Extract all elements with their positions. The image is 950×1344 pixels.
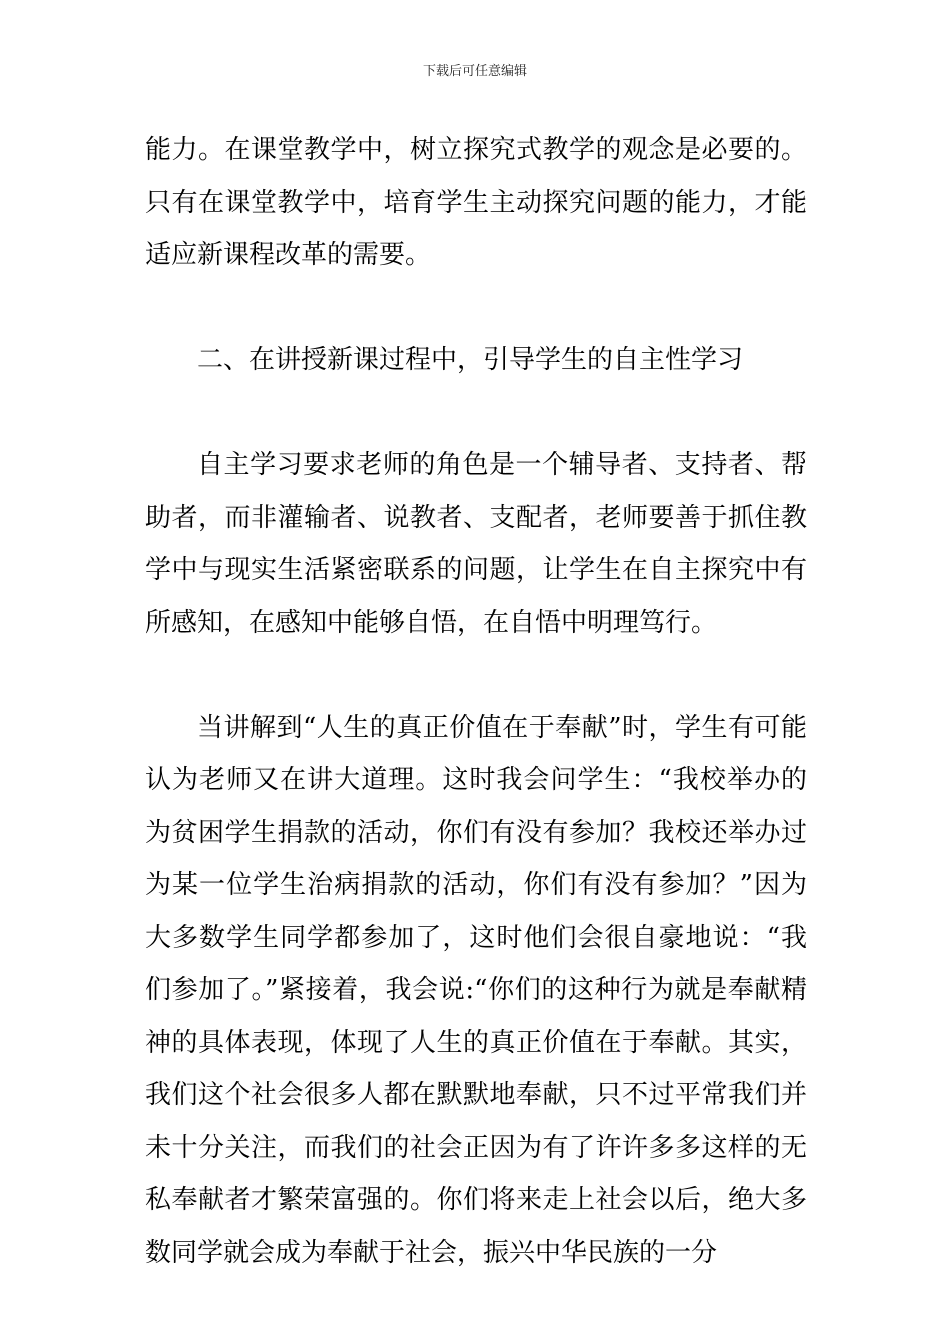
paragraph-autonomous-learning: 自主学习要求老师的角色是一个辅导者、支持者、帮助者，而非灌输者、说教者、支配者，老师要善于抓住教学中与现实生活紧密联系的问题，让学生在自主探究中有所感知，在感知中能够自悟，在自悟中明理笃行。 [145, 450, 807, 638]
paragraph-spacer [145, 387, 807, 440]
paragraph-continuation: 能力。在课堂教学中，树立探究式教学的观念是必要的。只有在课堂教学中，培育学生主动探究问题的能力，才能适应新课程改革的需要。 [145, 135, 807, 270]
section-heading: 二、在讲授新课过程中，引导学生的自主性学习 [197, 345, 744, 375]
page-header-note: 下载后可任意编辑 [422, 64, 527, 79]
paragraph-dedication-example: 当讲解到“人生的真正价值在于奉献”时，学生有可能认为老师又在讲大道理。这时我会问学生：“我校举办的为贫困学生捐款的活动，你们有没有参加？我校还举办过为某一位学生治病捐款的活动，你们有没有参加？”因为大多数学生同学都参加了，这时他们会很自豪地说：“我们参加了。”紧接着，我会说:“你们的这种行为就是奉献精神的具体表现，体现了人生的真正价值在于奉献。其实，我们这个社会很多人都在默默地奉献，只不过平常我们并未十分关注，而我们的社会正因为有了许许多多这样的无私奉献者才繁荣富强的。你们将来走上社会以后，绝大多数同学就会成为奉献于社会，振兴中华民族的一分 [145, 712, 807, 1268]
document-body [145, 124, 807, 1279]
paragraph-spacer [145, 649, 807, 702]
paragraph-spacer [145, 282, 807, 335]
